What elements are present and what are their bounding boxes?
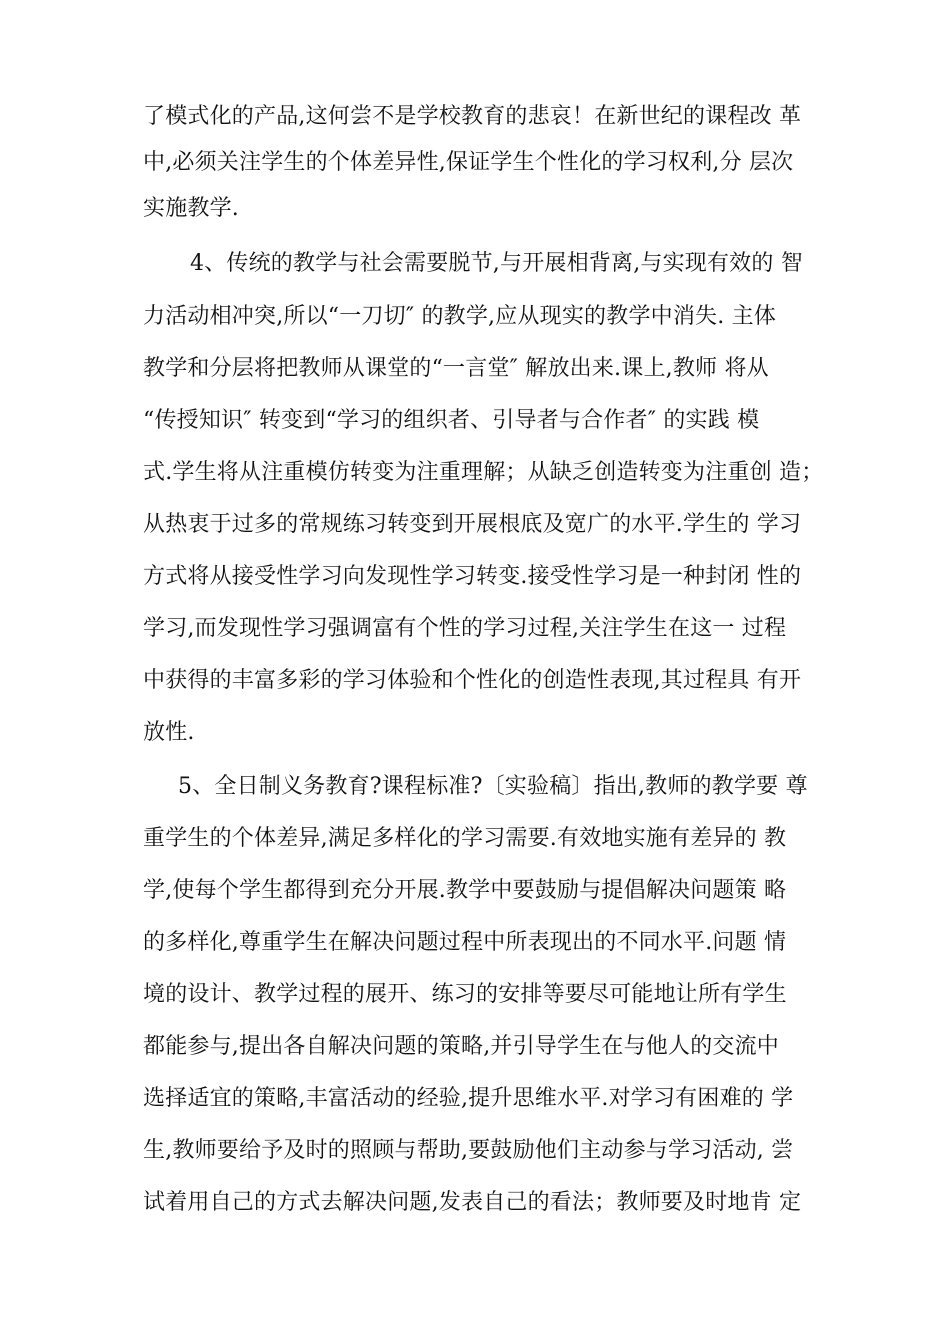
text-line: 5、全日制义务教育?课程标准?〔实验稿〕指出,教师的教学要 尊 — [178, 774, 808, 799]
text-line: 式.学生将从注重模仿转变为注重理解；从缺乏创造转变为注重创 造； — [143, 460, 824, 485]
text-line: 学习,而发现性学习强调富有个性的学习过程,关注学生在这一 过程 — [143, 616, 787, 641]
text-line: 了模式化的产品,这何尝不是学校教育的悲哀！在新世纪的课程改 革 — [143, 104, 802, 129]
text-line: 学,使每个学生都得到充分开展.教学中要鼓励与提倡解决问题策 略 — [143, 878, 787, 903]
text-line: 的多样化,尊重学生在解决问题过程中所表现出的不同水平.问题 情 — [143, 930, 787, 955]
text-line: 教学和分层将把教师从课堂的“一言堂″ 解放出来.课上,教师 将从 — [143, 356, 769, 381]
text-line: 力活动相冲突,所以“一刀切″ 的教学,应从现实的教学中消失. 主体 — [143, 304, 777, 329]
text-line: 生,教师要给予及时的照顾与帮助,要鼓励他们主动参与学习活动, 尝 — [143, 1138, 794, 1163]
text-line: 境的设计、教学过程的展开、练习的安排等要尽可能地让所有学生 — [143, 982, 787, 1007]
text-line: “传授知识″ 转变到“学习的组织者、引导者与合作者″ 的实践 模 — [143, 408, 760, 433]
text-line: 重学生的个体差异,满足多样化的学习需要.有效地实施有差异的 教 — [143, 826, 787, 851]
text-line: 试着用自己的方式去解决问题,发表自己的看法；教师要及时地肯 定 — [143, 1190, 802, 1215]
text-line: 都能参与,提出各自解决问题的策略,并引导学生在与他人的交流中 — [143, 1034, 779, 1059]
text-line: 选择适宜的策略,丰富活动的经验,提升思维水平.对学习有困难的 学 — [143, 1086, 794, 1111]
text-line: 从热衷于过多的常规练习转变到开展根底及宽广的水平.学生的 学习 — [143, 512, 802, 537]
text-line: 中获得的丰富多彩的学习体验和个性化的创造性表现,其过程具 有开 — [143, 668, 802, 693]
text-line: 中,必须关注学生的个体差异性,保证学生个性化的学习权利,分 层次 — [143, 150, 794, 175]
text-line: 实施教学. — [143, 196, 239, 221]
text-line: 方式将从接受性学习向发现性学习转变.接受性学习是一种封闭 性的 — [143, 564, 802, 589]
text-line: 4、传统的教学与社会需要脱节,与开展相背离,与实现有效的 智 — [190, 251, 803, 276]
text-line: 放性. — [143, 720, 195, 745]
